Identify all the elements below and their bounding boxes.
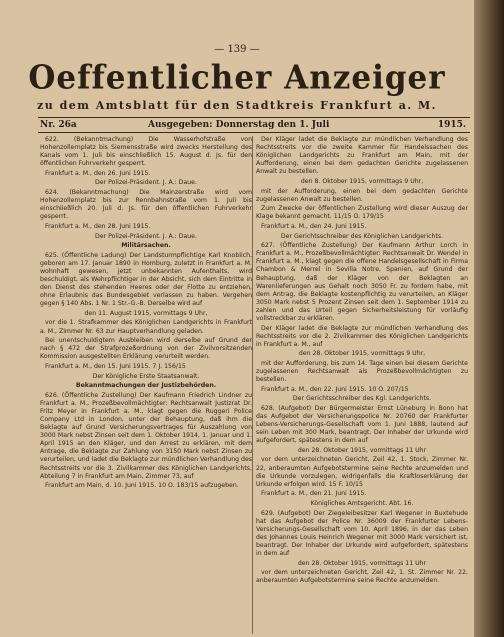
masthead-subtitle: zu dem Amtsblatt für den Stadtkreis Frankfurt a. M.	[37, 99, 437, 112]
right-column-paragraph: Frankfurt a. M., den 21. Juni 1915.	[261, 490, 367, 498]
right-column-paragraph: vor dem unterzeichneten Gericht, Zeil 42, 1. St. Zimmer Nr. 22, anberaumten Aufgebotstermine seine Rechte anzumelden.	[256, 569, 468, 585]
header-rule-top	[38, 117, 470, 118]
right-column-paragraph: mit der Aufforderung, bis zum 14. Tage einen bei diesem Gerichte zugelassenen Rechtsanwalt als Prozeßbevollmächtigten zu bestellen.	[256, 359, 468, 384]
left-column-paragraph: vor die 1. Strafkammer des Königlichen Landgerichts in Frankfurt a. M., Zimmer Nr. 63 zur Hauptverhandlung geladen.	[40, 319, 252, 335]
left-column-paragraph: Frankfurt a. M., den 28. Juni 1915.	[45, 222, 151, 230]
right-column-paragraph: Der Kläger ladet die Beklagte zur mündlichen Verhandlung des Rechtsstreits vor die zweite Kammer für Handelssachen des Königlichen Landgerichts zu Frankfurt am Main, mit der Aufforderung, einen bei dem gedachten Gerichte zugelassenen Anwalt zu bestellen.	[256, 136, 468, 176]
issue-date: Ausgegeben: Donnerstag den 1. Juli	[148, 120, 330, 130]
right-column-paragraph: Frankfurt a. M., den 22. Juni 1915. 10 O. 207/15	[261, 385, 409, 393]
right-column-paragraph: 629. (Aufgebot) Der Ziegeleibesitzer Karl Wegener in Buxtehude hat das Aufgebot der Police Nr. 36009 der Frankfurter Lebens-Versicherungs-Gesellschaft vom 10. April 1896, in der das Leben des Johannes Louis Heinrich Wegener mit 3000 Mark versichert ist, beantragt. Der Inhaber der Urkunde wird aufgefordert, spätestens in dem auf	[256, 509, 468, 557]
right-column-paragraph: Königliches Amtsgericht. Abt. 16.	[310, 499, 414, 507]
left-column-paragraph: Bei unentschuldigtem Ausbleiben wird derselbe auf Grund der nach § 472 der Strafprozeßordnung von der Zivilvorsitzenden Kommission ausgestellten Erklärung verurteilt werden.	[40, 337, 252, 361]
left-column-paragraph: Militärsachen.	[121, 242, 171, 250]
right-column-paragraph: 628. (Aufgebot) Der Bürgermeister Ernst Lüneburg in Bonn hat das Aufgebot der Versicherungspolice Nr. 20760 der Frankfurter Lebens-Versicherungs-Gesellschaft vom 1. Juni 1888, lautend auf sein Leben mit 300 Mark, beantragt. Der Inhaber der Urkunde wird aufgefordert, spätestens in dem auf	[256, 404, 468, 445]
right-column-paragraph: Der Gerichtsschreiber des Kgl. Landgerichts.	[292, 395, 432, 403]
left-column-paragraph: Bekanntmachungen der Justizbehörden.	[75, 382, 217, 390]
left-column-paragraph: den 11. August 1915, vormittags 9 Uhr,	[84, 309, 208, 317]
right-column-paragraph: den 28. Oktober 1915, vormittags 11 Uhr	[297, 559, 427, 567]
left-column-paragraph: 622. (Bekanntmachung) Die Wasserhofstraße von Hohenzollernplatz bis Siemensstraße wird zwecks Herstellung des Kanals vom 1. Juli bis einschließlich 15. August d. Js. für den öffentlichen Fuhrverkehr gesperrt.	[40, 136, 252, 168]
right-column-paragraph: Frankfurt a. M., den 24. Juni 1915.	[261, 222, 367, 230]
right-column-paragraph: Zum Zwecke der öffentlichen Zustellung wird dieser Auszug der Klage bekannt gemacht. 11/15 O. 179/15	[256, 205, 468, 221]
left-column-paragraph: 626. (Öffentliche Zustellung) Der Kaufmann Friedrich Lindner zu Frankfurt a. M., Prozeßbevollmächtigter: Rechtsanwalt Justizrat Dr. Fritz Meyer in Frankfurt a. M., klagt gegen die Ruggeri Police Company Ltd in London, unter der Behauptung, daß ihm die Beklagte auf Grund Versicherungsvertrages für Auszahlung von 3000 Mark nebst Zinsen seit dem 1. Oktober 1914, 1. Januar und 1. April 1915 an den Kläger, und den Arrest zu erklären, mit dem Antrage, die Beklagte zur Zahlung von 3150 Mark nebst Zinsen zu verurteilen, und ladet die Beklagte zur mündlichen Verhandlung des Rechtsstreits vor die 3. Zivilkammer des Königlichen Landgerichts, Abteilung 7 in Frankfurt am Main, Zimmer 73, auf	[40, 391, 252, 480]
left-column-paragraph: Der Polizei-Präsident. J. A.: Daue.	[95, 179, 197, 187]
issue-number: Nr. 26a	[40, 120, 77, 130]
right-column	[256, 136, 468, 634]
left-column-paragraph: Frankfurt a. M., den 26. Juni 1915.	[45, 169, 151, 177]
right-column-paragraph: den 28. Oktober 1915, vormittags 11 Uhr	[297, 446, 427, 454]
right-column-paragraph: Der Gerichtsschreiber des Königlichen Landgerichts.	[280, 232, 444, 240]
right-column-paragraph: den 8. Oktober 1915, vormittags 9 Uhr,	[300, 177, 424, 185]
right-column-paragraph: mit der Aufforderung, einen bei dem gedachten Gerichte zugelassenen Anwalt zu bestellen.	[256, 187, 468, 203]
right-column-paragraph: den 28. Oktober 1915, vormittags 9 Uhr,	[298, 350, 426, 358]
right-column-paragraph: Der Kläger ladet die Beklagte zur mündlichen Verhandlung des Rechtsstreits vor die 2. Zivilkammer des Königlichen Landgerichts in Frankfurt a. M., auf	[256, 324, 468, 348]
left-column	[40, 136, 252, 634]
header-rule-bottom	[38, 132, 470, 133]
page-edge	[474, 0, 504, 637]
left-column-paragraph: Frankfurt am Main, d. 10. Juni 1915. 10 O. 183/15 aufzugeben.	[45, 482, 239, 490]
left-column-paragraph: Der Königliche Erste Staatsanwalt.	[92, 372, 200, 380]
left-column-paragraph: 624. (Bekanntmachung) Die Mainzerstraße wird vom Hohenzollernplatz bis zur Rennbahnstraße vom 1. Juli bis einschließlich 20. Juli d. Js. für den öffentlichen Fuhrverkehr gesperrt.	[40, 189, 252, 221]
right-column-paragraph: vor dem unterzeichneten Gericht, Zeil 42, 1. Stock, Zimmer Nr. 22, anberaumten Aufgebotstermine seine Rechte anzumelden und die Urkunde vorzulegen, widrigenfalls die Kraftloserklärung der Urkunde erfolgen wird. 15 F. 10/15	[256, 456, 468, 488]
left-column-paragraph: Frankfurt a. M., den 15. Juni 1915. 7 J. 156/15	[45, 362, 186, 370]
left-column-paragraph: Der Polizei-Präsident. J. A.: Daue.	[95, 232, 197, 240]
issue-year: 1915.	[437, 120, 466, 130]
masthead-title: Oeffentlicher Anzeiger	[28, 59, 446, 97]
column-divider	[252, 136, 253, 634]
right-column-paragraph: 627. (Öffentliche Zustellung) Der Kaufmann Arthur Lorch in Frankfurt a. M., Prozeßbevollmächtigter: Rechtsanwalt Dr. Wendel in Frankfurt a. M., klagt gegen die offene Handelsgesellschaft in Firma Chambon & Merrel in Sevilla Notre, Spanien, auf Grund der Behauptung, daß der Kläger von der Beklagten an Warenlieferungen aus Gehalt noch 3050 Fr. zu fordern habe, mit dem Antrag, die Beklagte kostenpflichtig zu verurteilen, an Kläger 3050 Mark nebst 5 Prozent Zinsen seit dem 1. September 1914 zu zahlen und das Urteil gegen Sicherheitsleistung für vorläufig vollstreckbar zu erklären.	[256, 242, 468, 322]
left-column-paragraph: 625. (Öffentliche Ladung) Der Landsturmpflichtige Karl Knoblich, geboren am 17. Januar 1890 in Homburg, zuletzt in Frankfurt a. M. wohnhaft gewesen, jetzt unbekannten Aufenthalts, wird beschuldigt, als Wehrpflichtiger in der Absicht, sich dem Eintritte in den Dienst des stehenden Heeres oder der Flotte zu entziehen, ohne Erlaubnis das Bundesgebiet verlassen zu haben. Vergehen gegen § 140 Abs. 1 Nr. 1 Str.-G.-B. Derselbe wird auf	[40, 251, 252, 308]
page-number: — 139 —	[214, 44, 260, 55]
